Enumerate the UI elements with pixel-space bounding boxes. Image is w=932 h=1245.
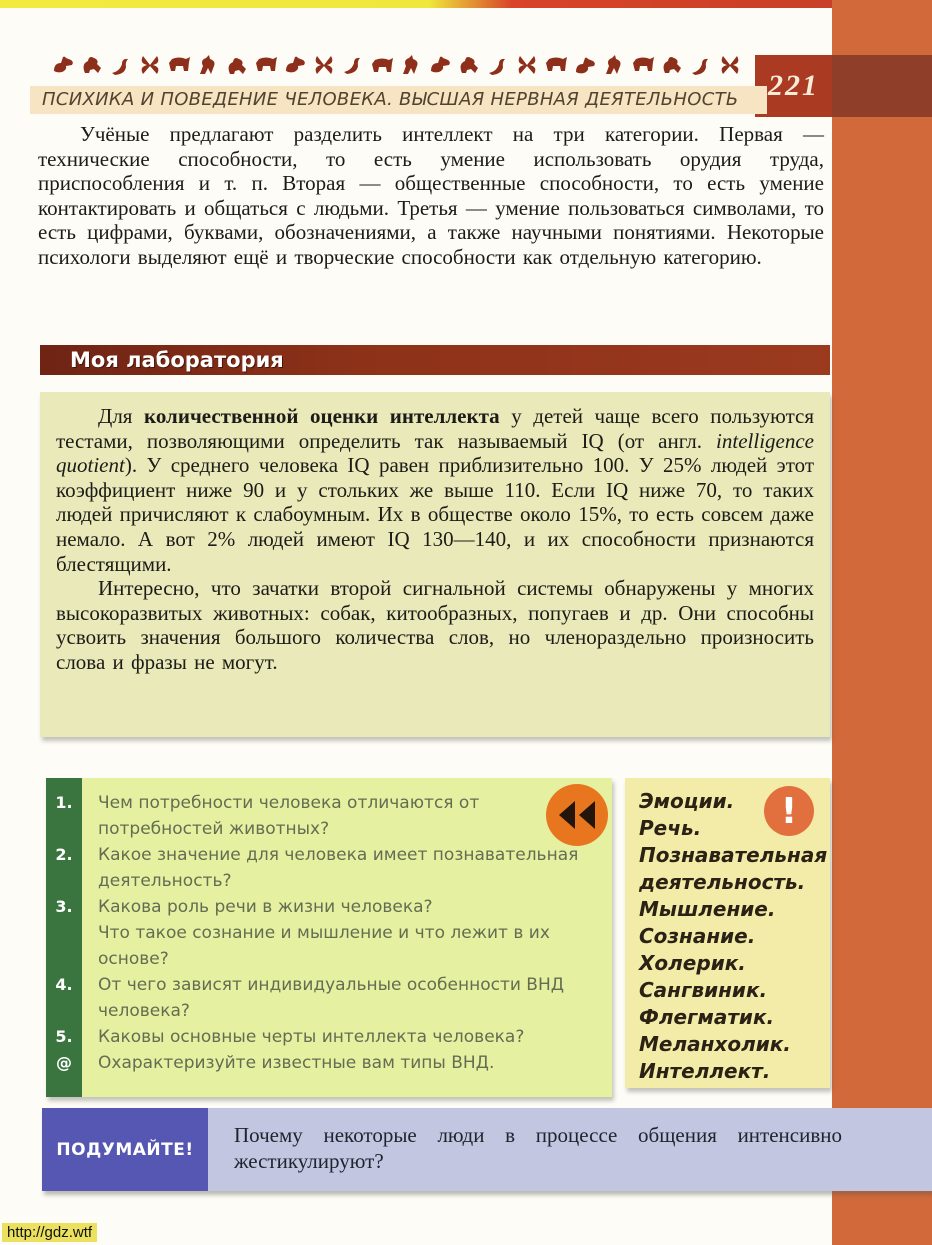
key-term: Мышление. <box>639 897 776 921</box>
think-question: Почему некоторые люди в процессе общения интенсивно жестикулируют? <box>208 1108 932 1191</box>
think-section <box>42 1108 932 1191</box>
question-text: Что такое сознание и мышление и что лежит в их основе? <box>98 923 550 969</box>
question-row <box>46 842 612 894</box>
intro-paragraph: Учёные предлагают разделить интеллект на три категории. Первая — технические способности, то есть умение использовать орудия труда, приспособления и т. п. Вторая — общественные способности, то есть умение контактировать и общаться с людьми. Третья — умение пользоваться символами, то есть цифрами, буквами, обозначениями, а также научными понятиями. Некоторые психологи выделяют ещё и творческие способности как отдельную категорию. <box>38 122 824 269</box>
page-number: 221 <box>768 69 819 102</box>
question-row <box>46 1024 612 1050</box>
key-term: Сознание. <box>639 924 756 948</box>
key-term: Меланхолик. <box>639 1032 791 1056</box>
question-number: 3. <box>55 897 73 916</box>
think-label: ПОДУМАЙТЕ! <box>42 1108 208 1191</box>
key-term: Эмоции. <box>639 789 735 813</box>
question-row <box>46 920 612 972</box>
lab-p1-lead: Для <box>98 404 145 428</box>
lab-p1-rest: ). У среднего человека IQ равен приблизительно 100. У 25% людей этот коэффициент ниже 90 и у стольких же выше 110. Если IQ ниже 70, то таких людей причисляют к слабоумным. Их в обществе около 15%, то есть совсем даже немало. А вот 2% людей имеют IQ 130—140, и их способности признаются блестящими. <box>56 453 814 576</box>
rewind-icon <box>546 784 608 846</box>
question-number: 4. <box>55 975 73 994</box>
page-number-band-extension <box>832 55 932 117</box>
lab-p1-latin-term: intelligence quotient <box>56 428 814 478</box>
intro-paragraph-block <box>38 122 824 270</box>
question-text: Каковы основные черты интеллекта человека? <box>98 1027 525 1047</box>
lab-paragraph-1 <box>56 404 814 576</box>
key-term: Интеллект. <box>639 1059 771 1083</box>
lab-p1-mid: у детей чаще всего пользуются тестами, позволяющими определить так называемый IQ (от англ. <box>56 404 814 453</box>
lab-p1-bold-term: количественной оценки интеллекта <box>144 404 500 428</box>
key-terms-box <box>625 778 830 1088</box>
question-row <box>46 894 612 920</box>
top-color-strip <box>0 0 932 8</box>
question-number: @ <box>56 1053 72 1072</box>
exclamation-icon <box>764 786 814 836</box>
question-row <box>46 972 612 1024</box>
question-text: Чем потребности человека отличаются от потребностей животных? <box>98 793 480 839</box>
animal-silhouettes-frieze-icon <box>52 50 762 82</box>
lab-text-box <box>40 392 830 737</box>
question-number: 2. <box>55 845 73 864</box>
exclamation-glyph: ! <box>780 790 798 832</box>
lab-paragraph-2: Интересно, что зачатки второй сигнальной системы обнаружены у многих высокоразвитых животных: собак, китообразных, попугаев и др. Они способны усвоить значения большого количества слов, но членораздельно произносить слова и фразы не могут. <box>56 576 814 674</box>
key-term: Сангвиник. <box>639 978 768 1002</box>
question-text: От чего зависят индивидуальные особенности ВНД человека? <box>98 975 565 1021</box>
chapter-header: ПСИХИКА И ПОВЕДЕНИЕ ЧЕЛОВЕКА. ВЫСШАЯ НЕРВНАЯ ДЕЯТЕЛЬНОСТЬ <box>30 86 767 114</box>
watermark-url-link[interactable]: http://gdz.wtf <box>2 1223 97 1242</box>
key-term: Речь. <box>639 816 702 840</box>
question-text: Охарактеризуйте известные вам типы ВНД. <box>98 1053 495 1073</box>
lab-section-title: Моя лаборатория <box>70 348 284 372</box>
question-row <box>46 1050 612 1076</box>
questions-box <box>46 778 612 1097</box>
key-term: Познавательная деятельность. <box>639 843 828 894</box>
question-row <box>46 790 612 842</box>
right-margin-band <box>832 0 932 1245</box>
key-term: Холерик. <box>639 951 746 975</box>
key-term: Флегматик. <box>639 1005 775 1029</box>
rewind-triangles-icon <box>557 799 597 831</box>
lab-section-title-bar <box>40 345 830 375</box>
question-number: 5. <box>55 1027 73 1046</box>
question-number: 1. <box>55 793 73 812</box>
question-text: Какова роль речи в жизни человека? <box>98 897 433 917</box>
question-text: Какое значение для человека имеет познавательная деятельность? <box>98 845 579 891</box>
